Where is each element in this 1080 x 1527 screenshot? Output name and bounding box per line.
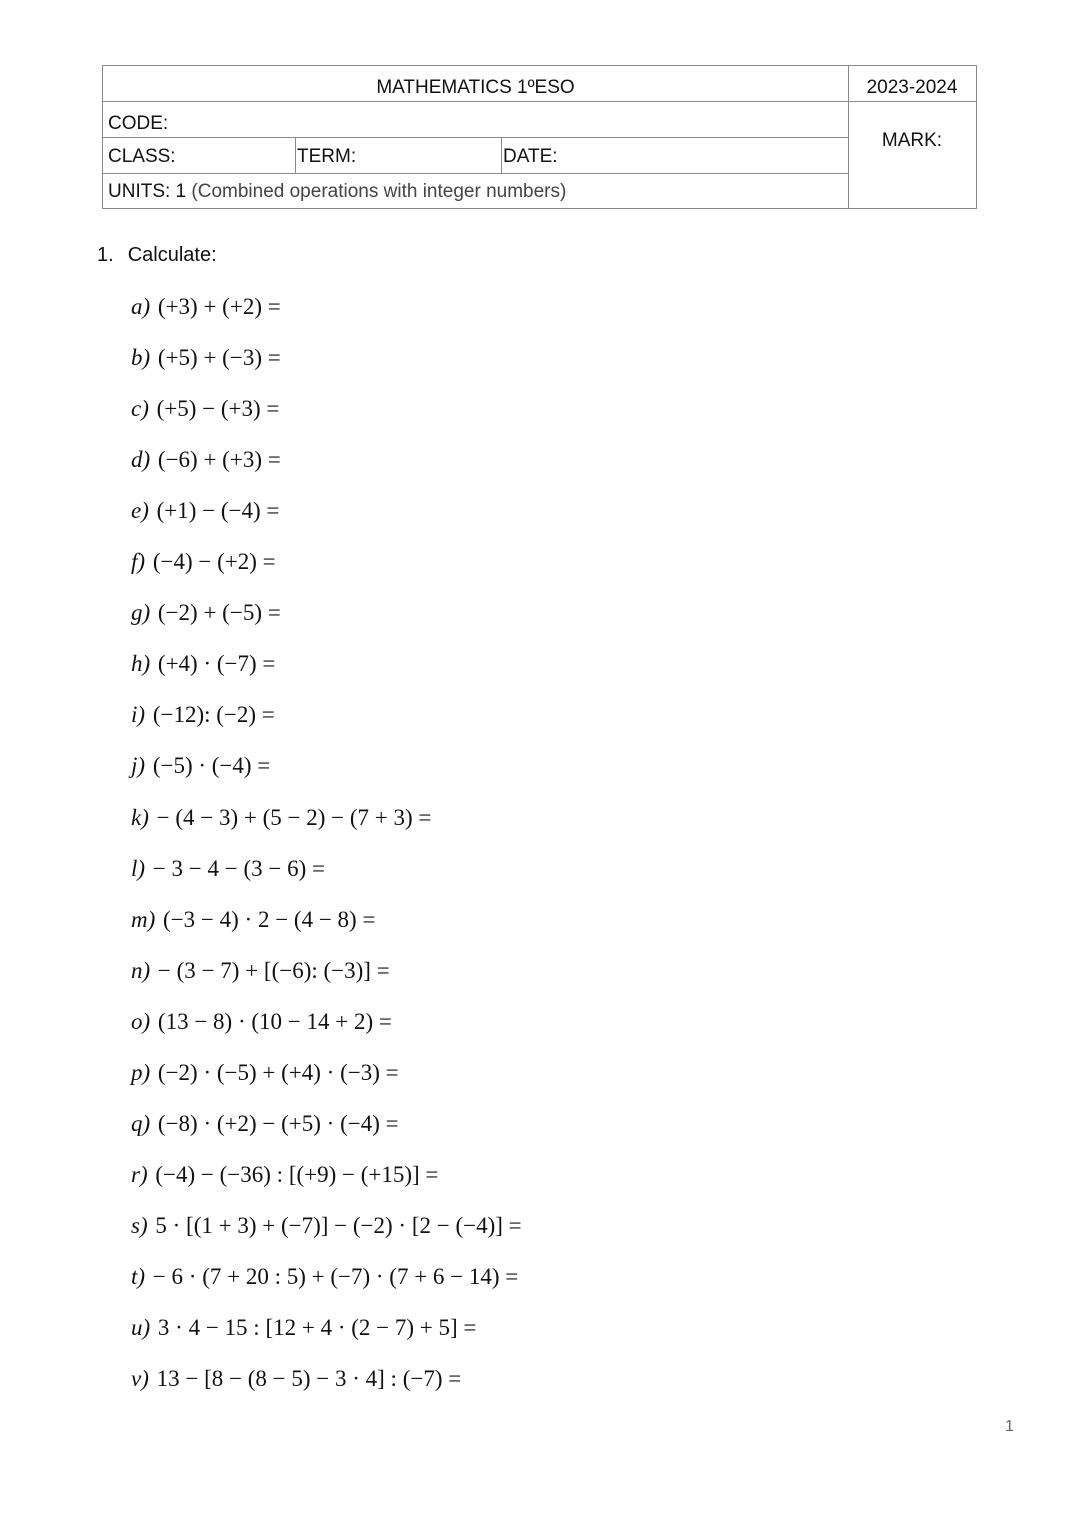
exercise-expression: (−3 − 4) · 2 − (4 − 8) = xyxy=(163,906,376,932)
divider xyxy=(295,137,296,173)
question-title: Calculate: xyxy=(127,244,217,266)
mark-label: MARK: xyxy=(881,130,943,151)
exercise-letter: n) xyxy=(131,957,151,983)
exercise-expression: − (3 − 7) + [(−6): (−3)] = xyxy=(157,957,390,983)
exercise-item xyxy=(131,396,279,422)
school-year: 2023-2024 xyxy=(866,77,958,98)
exercise-letter: o) xyxy=(131,1008,151,1034)
code-label: CODE: xyxy=(108,113,169,134)
divider xyxy=(103,101,976,102)
exercise-letter: k) xyxy=(131,804,149,830)
exercise-expression: (+5) + (−3) = xyxy=(157,345,281,371)
document-title: MATHEMATICS 1ºESO xyxy=(376,77,575,98)
exercise-expression: (+1) − (−4) = xyxy=(156,498,280,524)
exercise-item xyxy=(131,447,281,473)
exercise-letter: d) xyxy=(131,447,151,473)
exercise-item xyxy=(131,1162,438,1188)
exercise-item xyxy=(131,651,275,677)
exercise-expression: (−2) · (−5) + (+4) · (−3) = xyxy=(157,1059,399,1085)
date-label: DATE: xyxy=(503,146,558,167)
question-heading xyxy=(97,244,231,267)
exercise-expression: (−4) − (+2) = xyxy=(152,549,276,575)
exercise-item xyxy=(131,1315,476,1341)
exercise-expression: (13 − 8) · (10 − 14 + 2) = xyxy=(157,1008,392,1034)
exercise-letter: e) xyxy=(131,498,149,524)
divider xyxy=(103,137,848,138)
exercise-item xyxy=(131,1213,522,1239)
exercise-expression: (−12): (−2) = xyxy=(152,702,275,728)
question-number: 1. xyxy=(97,244,114,266)
exercise-expression: (−8) · (+2) − (+5) · (−4) = xyxy=(157,1110,399,1136)
exercise-letter: g) xyxy=(131,600,151,626)
exercise-letter: i) xyxy=(131,702,146,728)
exercise-item xyxy=(131,958,390,984)
exercise-item xyxy=(131,549,276,575)
exercise-expression: 5 · [(1 + 3) + (−7)] − (−2) · [2 − (−4)] = xyxy=(155,1212,522,1238)
exercise-letter: l) xyxy=(131,855,146,881)
exercise-item xyxy=(131,1264,518,1290)
exercise-expression: (+4) · (−7) = xyxy=(157,651,276,677)
exercise-letter: t) xyxy=(131,1263,146,1289)
exercise-letter: p) xyxy=(131,1059,151,1085)
exercise-item xyxy=(131,805,431,831)
exercise-expression: − 3 − 4 − (3 − 6) = xyxy=(152,855,325,881)
exercise-item xyxy=(131,600,281,626)
exercise-expression: (+5) − (+3) = xyxy=(156,396,280,422)
exercise-expression: 13 − [8 − (8 − 5) − 3 · 4] : (−7) = xyxy=(156,1366,462,1392)
exercise-letter: h) xyxy=(131,651,151,677)
exercise-letter: f) xyxy=(131,549,146,575)
exercise-item xyxy=(131,702,275,728)
exercise-item xyxy=(131,1366,461,1392)
exercise-item xyxy=(131,1009,392,1035)
exercise-item xyxy=(131,1060,399,1086)
exercise-expression: − 6 · (7 + 20 : 5) + (−7) · (7 + 6 − 14) = xyxy=(152,1263,519,1289)
exercise-expression: (−5) · (−4) = xyxy=(152,753,271,779)
exercise-item xyxy=(131,1111,399,1137)
exercise-letter: m) xyxy=(131,906,156,932)
exercise-letter: r) xyxy=(131,1161,148,1187)
exercise-letter: v) xyxy=(131,1366,149,1392)
exercise-expression: 3 · 4 − 15 : [12 + 4 · (2 − 7) + 5] = xyxy=(157,1315,477,1340)
exercise-item xyxy=(131,294,281,320)
exercise-item xyxy=(131,498,279,524)
exercise-letter: c) xyxy=(131,396,149,422)
units-label: UNITS: 1 xyxy=(108,181,187,202)
exercise-letter: a) xyxy=(131,294,151,319)
header-table xyxy=(102,65,977,209)
divider xyxy=(501,137,502,173)
exercise-expression: (+3) + (+2) = xyxy=(157,294,281,319)
exercise-expression: (−4) − (−36) : [(+9) − (+15)] = xyxy=(155,1161,439,1187)
class-label: CLASS: xyxy=(108,146,176,167)
divider xyxy=(103,173,848,174)
exercise-item xyxy=(131,345,281,371)
exercise-letter: s) xyxy=(131,1212,148,1238)
units-line xyxy=(108,181,566,203)
exercise-letter: j) xyxy=(131,753,146,779)
exercise-expression: (−2) + (−5) = xyxy=(157,600,281,626)
exercise-item xyxy=(131,856,325,882)
exercise-item xyxy=(131,907,375,933)
units-description: (Combined operations with integer numbers) xyxy=(191,181,567,202)
term-label: TERM: xyxy=(297,146,357,167)
page-number: 1 xyxy=(1005,1418,1014,1435)
exercise-letter: b) xyxy=(131,345,151,371)
exercise-item xyxy=(131,753,270,779)
exercise-expression: − (4 − 3) + (5 − 2) − (7 + 3) = xyxy=(156,804,432,830)
exercise-expression: (−6) + (+3) = xyxy=(157,447,281,473)
exercise-letter: q) xyxy=(131,1110,151,1136)
exercise-letter: u) xyxy=(131,1315,151,1340)
